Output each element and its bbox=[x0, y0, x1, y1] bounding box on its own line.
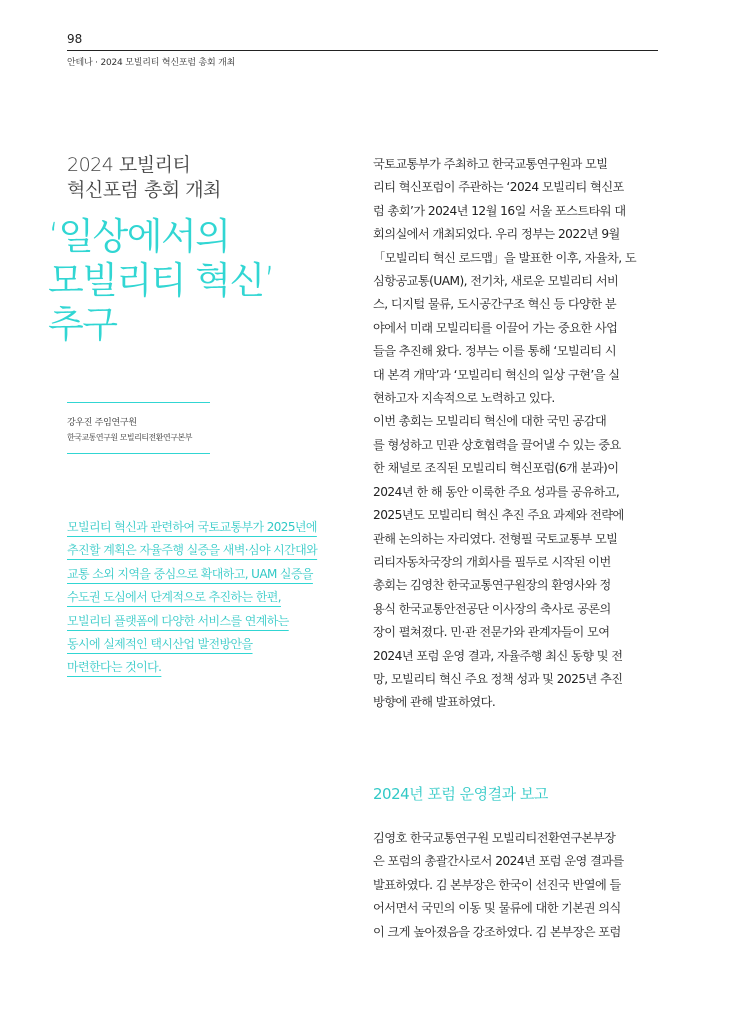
kicker bbox=[67, 153, 317, 203]
pull-quote-line: 마련한다는 것이다. bbox=[67, 660, 162, 675]
pull-quote-line: 수도권 도심에서 단계적으로 추진하는 한편, bbox=[67, 590, 281, 605]
page-number: 98 bbox=[67, 32, 83, 46]
running-head: 안테나 · 2024 모빌리티 혁신포럼 총회 개최 bbox=[67, 58, 236, 68]
kicker-line: 2024 모빌리티 bbox=[67, 154, 191, 176]
author-rule-top bbox=[67, 402, 210, 403]
body-line: 회의실에서 개최되었다. 우리 정부는 2022년 9월 bbox=[373, 227, 620, 242]
body-line: 망, 모빌리티 혁신 주요 정책 성과 및 2025년 추진 bbox=[373, 671, 623, 686]
kicker-line: 혁신포럼 총회 개최 bbox=[67, 179, 221, 201]
body-line: 2024년 포럼 운영 결과, 자율주행 최신 동향 및 전 bbox=[373, 648, 623, 663]
body-line: 심항공교통(UAM), 전기차, 새로운 모빌리티 서비 bbox=[373, 274, 619, 289]
author-affiliation: 한국교통연구원 모빌리티전환연구본부 bbox=[67, 433, 192, 442]
body-line: 발표하였다. 김 본부장은 한국이 선진국 반열에 들 bbox=[373, 877, 621, 892]
headline-line: 추구 bbox=[48, 303, 117, 346]
body-line: 장이 펼쳐졌다. 민·관 전문가와 관계자들이 모여 bbox=[373, 625, 610, 640]
body-line: 2025년도 모빌리티 혁신 추진 주요 과제와 전략에 bbox=[373, 508, 624, 523]
body-line: 를 형성하고 민관 상호협력을 끌어낼 수 있는 중요 bbox=[373, 437, 621, 452]
body-line: 국토교통부가 주최하고 한국교통연구원과 모빌 bbox=[373, 157, 608, 171]
author-rule-bottom bbox=[67, 453, 210, 454]
body-line: 2024년 한 해 동안 이룩한 주요 성과를 공유하고, bbox=[373, 484, 620, 499]
body-line: 용식 한국교통안전공단 이사장의 축사로 공론의 bbox=[373, 601, 611, 616]
pull-quote-line: 추진할 계획은 자율주행 실증을 새벽·심야 시간대와 bbox=[67, 543, 318, 558]
headline-line: ‘일상에서의 bbox=[48, 215, 230, 258]
body-paragraph-1 bbox=[373, 153, 663, 715]
body-line: 럼 총회’가 2024년 12월 16일 서울 포스트타워 대 bbox=[373, 203, 626, 218]
body-line: 이번 총회는 모빌리티 혁신에 대한 국민 공감대 bbox=[373, 414, 607, 429]
body-line: 대 본격 개막’과 ‘모빌리티 혁신의 일상 구현’을 실 bbox=[373, 367, 620, 382]
body-line: 한 채널로 조직된 모빌리티 혁신포럼(6개 분과)이 bbox=[373, 461, 619, 476]
body-line: 어서면서 국민의 이동 및 물류에 대한 기본권 의식 bbox=[373, 901, 621, 916]
author-name: 강우진 주임연구원 bbox=[67, 418, 137, 428]
headline bbox=[48, 215, 338, 347]
body-line: 방향에 관해 발표하였다. bbox=[373, 695, 496, 710]
body-line: 「모빌리티 혁신 로드맵」을 발표한 이후, 자율차, 도 bbox=[373, 250, 637, 265]
headline-line: 모빌리티 혁신’ bbox=[48, 259, 274, 302]
body-line: 들을 추진해 왔다. 정부는 이를 통해 ‘모빌리티 시 bbox=[373, 344, 617, 359]
pull-quote-line: 모빌리티 플랫폼에 다양한 서비스를 연계하는 bbox=[67, 613, 289, 628]
body-line: 김영호 한국교통연구원 모빌리티전환연구본부장 bbox=[373, 831, 616, 845]
pull-quote-line: 동시에 실제적인 택시산업 발전방안을 bbox=[67, 637, 253, 652]
body-line: 야에서 미래 모빌리티를 이끌어 가는 중요한 사업 bbox=[373, 320, 618, 335]
pull-quote-line: 모빌리티 혁신과 관련하여 국토교통부가 2025년에 bbox=[67, 520, 317, 534]
body-line: 관해 논의하는 자리였다. 전형필 국토교통부 모빌 bbox=[373, 531, 618, 546]
body-line: 총회는 김영찬 한국교통연구원장의 환영사와 정 bbox=[373, 578, 611, 593]
top-rule bbox=[67, 50, 658, 51]
body-line: 은 포럼의 총괄간사로서 2024년 포럼 운영 결과를 bbox=[373, 854, 624, 869]
section-heading: 2024년 포럼 운영결과 보고 bbox=[373, 785, 548, 803]
pull-quote-line: 교통 소외 지역을 중심으로 확대하고, UAM 실증을 bbox=[67, 566, 313, 581]
pull-quote bbox=[67, 516, 357, 680]
body-line: 스, 디지털 물류, 도시공간구조 혁신 등 다양한 분 bbox=[373, 297, 617, 312]
body-line: 리티 혁신포럼이 주관하는 ‘2024 모빌리티 혁신포 bbox=[373, 180, 624, 195]
body-line: 현하고자 지속적으로 노력하고 있다. bbox=[373, 391, 555, 406]
body-line: 리티자동차국장의 개회사를 필두로 시작된 이번 bbox=[373, 554, 611, 569]
body-paragraph-3 bbox=[373, 827, 663, 944]
body-line: 이 크게 높아졌음을 강조하였다. 김 본부장은 포럼 bbox=[373, 924, 621, 939]
